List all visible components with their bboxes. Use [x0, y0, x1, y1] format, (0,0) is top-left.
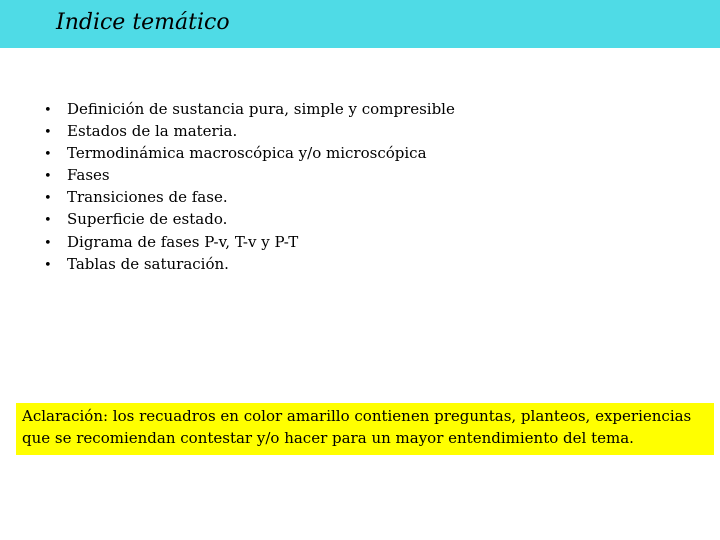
list-item [44, 165, 455, 187]
bullet-icon: • [44, 257, 52, 273]
bullet-icon: • [44, 125, 52, 141]
list-item-text: Termodinámica macroscópica y/o microscópica [67, 144, 427, 163]
list-item [44, 232, 455, 254]
note-text: Aclaración: los recuadros en color amarillo contienen preguntas, planteos, experiencias que se recomiendan contestar y/o hacer para un mayor entendimiento del tema. [22, 407, 692, 447]
list-item [44, 209, 455, 231]
bullet-icon: • [44, 213, 52, 229]
page-title: Indice temático [56, 10, 230, 35]
bullet-icon: • [44, 103, 52, 118]
note-box [16, 403, 714, 455]
list-item-text: Superficie de estado. [67, 210, 228, 229]
list-item-text: Digrama de fases P-v, T-v y P-T [67, 232, 299, 251]
bullet-icon: • [44, 169, 52, 185]
bullet-icon: • [44, 147, 52, 163]
list-item [44, 254, 455, 276]
header-bar [0, 0, 720, 48]
list-item [44, 99, 455, 121]
bullet-icon: • [44, 191, 52, 207]
list-item-text: Fases [67, 166, 110, 185]
topic-list [44, 99, 455, 276]
list-item [44, 121, 455, 143]
list-item-text: Transiciones de fase. [67, 188, 228, 207]
bullet-icon: • [44, 235, 52, 251]
list-item-text: Estados de la materia. [67, 122, 238, 141]
list-item [44, 143, 455, 165]
list-item [44, 187, 455, 209]
list-item-text: Tablas de saturación. [67, 254, 229, 273]
list-item-text: Definición de sustancia pura, simple y compresible [67, 100, 455, 118]
